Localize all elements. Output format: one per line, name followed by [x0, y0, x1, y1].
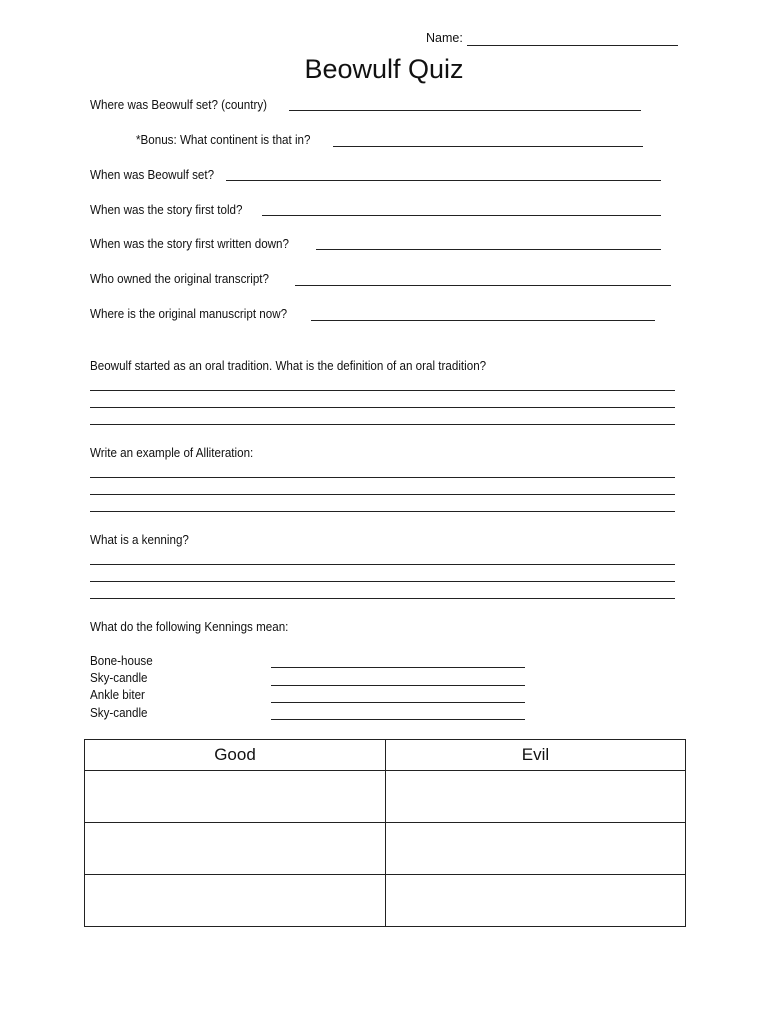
answer-line-manuscript-location[interactable] — [311, 320, 655, 321]
answer-line-first-written[interactable] — [316, 249, 661, 250]
evil-cell[interactable] — [386, 875, 686, 927]
kenning-answer-line-1[interactable] — [271, 667, 525, 668]
question-country: Where was Beowulf set? (country) — [90, 98, 268, 112]
answer-line-bonus-continent[interactable] — [333, 146, 643, 147]
good-cell[interactable] — [85, 875, 386, 927]
answer-line-alliteration-1[interactable] — [90, 477, 675, 478]
question-transcript-owner: Who owned the original transcript? — [90, 272, 269, 286]
name-answer-line[interactable] — [467, 45, 678, 46]
answer-line-oral-tradition-3[interactable] — [90, 424, 675, 425]
kenning-answer-line-4[interactable] — [271, 719, 525, 720]
answer-line-oral-tradition-1[interactable] — [90, 390, 675, 391]
question-manuscript-location: Where is the original manuscript now? — [90, 307, 288, 321]
question-bonus-continent: *Bonus: What continent is that in? — [136, 133, 311, 147]
answer-line-first-told[interactable] — [262, 215, 661, 216]
answer-line-when-set[interactable] — [226, 180, 661, 181]
name-label: Name: — [426, 31, 463, 45]
good-cell[interactable] — [85, 771, 386, 823]
kenning-answer-line-2[interactable] — [271, 685, 525, 686]
answer-line-alliteration-2[interactable] — [90, 494, 675, 495]
page-title: Beowulf Quiz — [304, 54, 464, 84]
answer-line-country[interactable] — [289, 110, 641, 111]
evil-column-header: Evil — [386, 740, 686, 771]
answer-line-kenning-3[interactable] — [90, 598, 675, 599]
good-evil-table — [84, 739, 686, 927]
kenning-term-ankle-biter: Ankle biter — [90, 688, 145, 702]
kennings-prompt: What do the following Kennings mean: — [90, 620, 289, 634]
answer-line-transcript-owner[interactable] — [295, 285, 671, 286]
table-row — [85, 875, 686, 927]
kenning-term-sky-candle: Sky-candle — [90, 671, 148, 685]
question-first-written: When was the story first written down? — [90, 237, 290, 251]
kenning-answer-line-3[interactable] — [271, 702, 525, 703]
answer-line-kenning-1[interactable] — [90, 564, 675, 565]
table-row — [85, 823, 686, 875]
kenning-term-bone-house: Bone-house — [90, 654, 153, 668]
question-kenning: What is a kenning? — [90, 533, 189, 547]
good-column-header: Good — [85, 740, 386, 771]
evil-cell[interactable] — [386, 771, 686, 823]
question-when-set: When was Beowulf set? — [90, 168, 215, 182]
answer-line-alliteration-3[interactable] — [90, 511, 675, 512]
answer-line-kenning-2[interactable] — [90, 581, 675, 582]
question-alliteration: Write an example of Alliteration: — [90, 446, 254, 460]
question-oral-tradition: Beowulf started as an oral tradition. What is the definition of an oral tradition? — [90, 359, 487, 373]
question-first-told: When was the story first told? — [90, 203, 243, 217]
good-cell[interactable] — [85, 823, 386, 875]
evil-cell[interactable] — [386, 823, 686, 875]
table-row — [85, 771, 686, 823]
answer-line-oral-tradition-2[interactable] — [90, 407, 675, 408]
kenning-term-sky-candle-2: Sky-candle — [90, 706, 148, 720]
